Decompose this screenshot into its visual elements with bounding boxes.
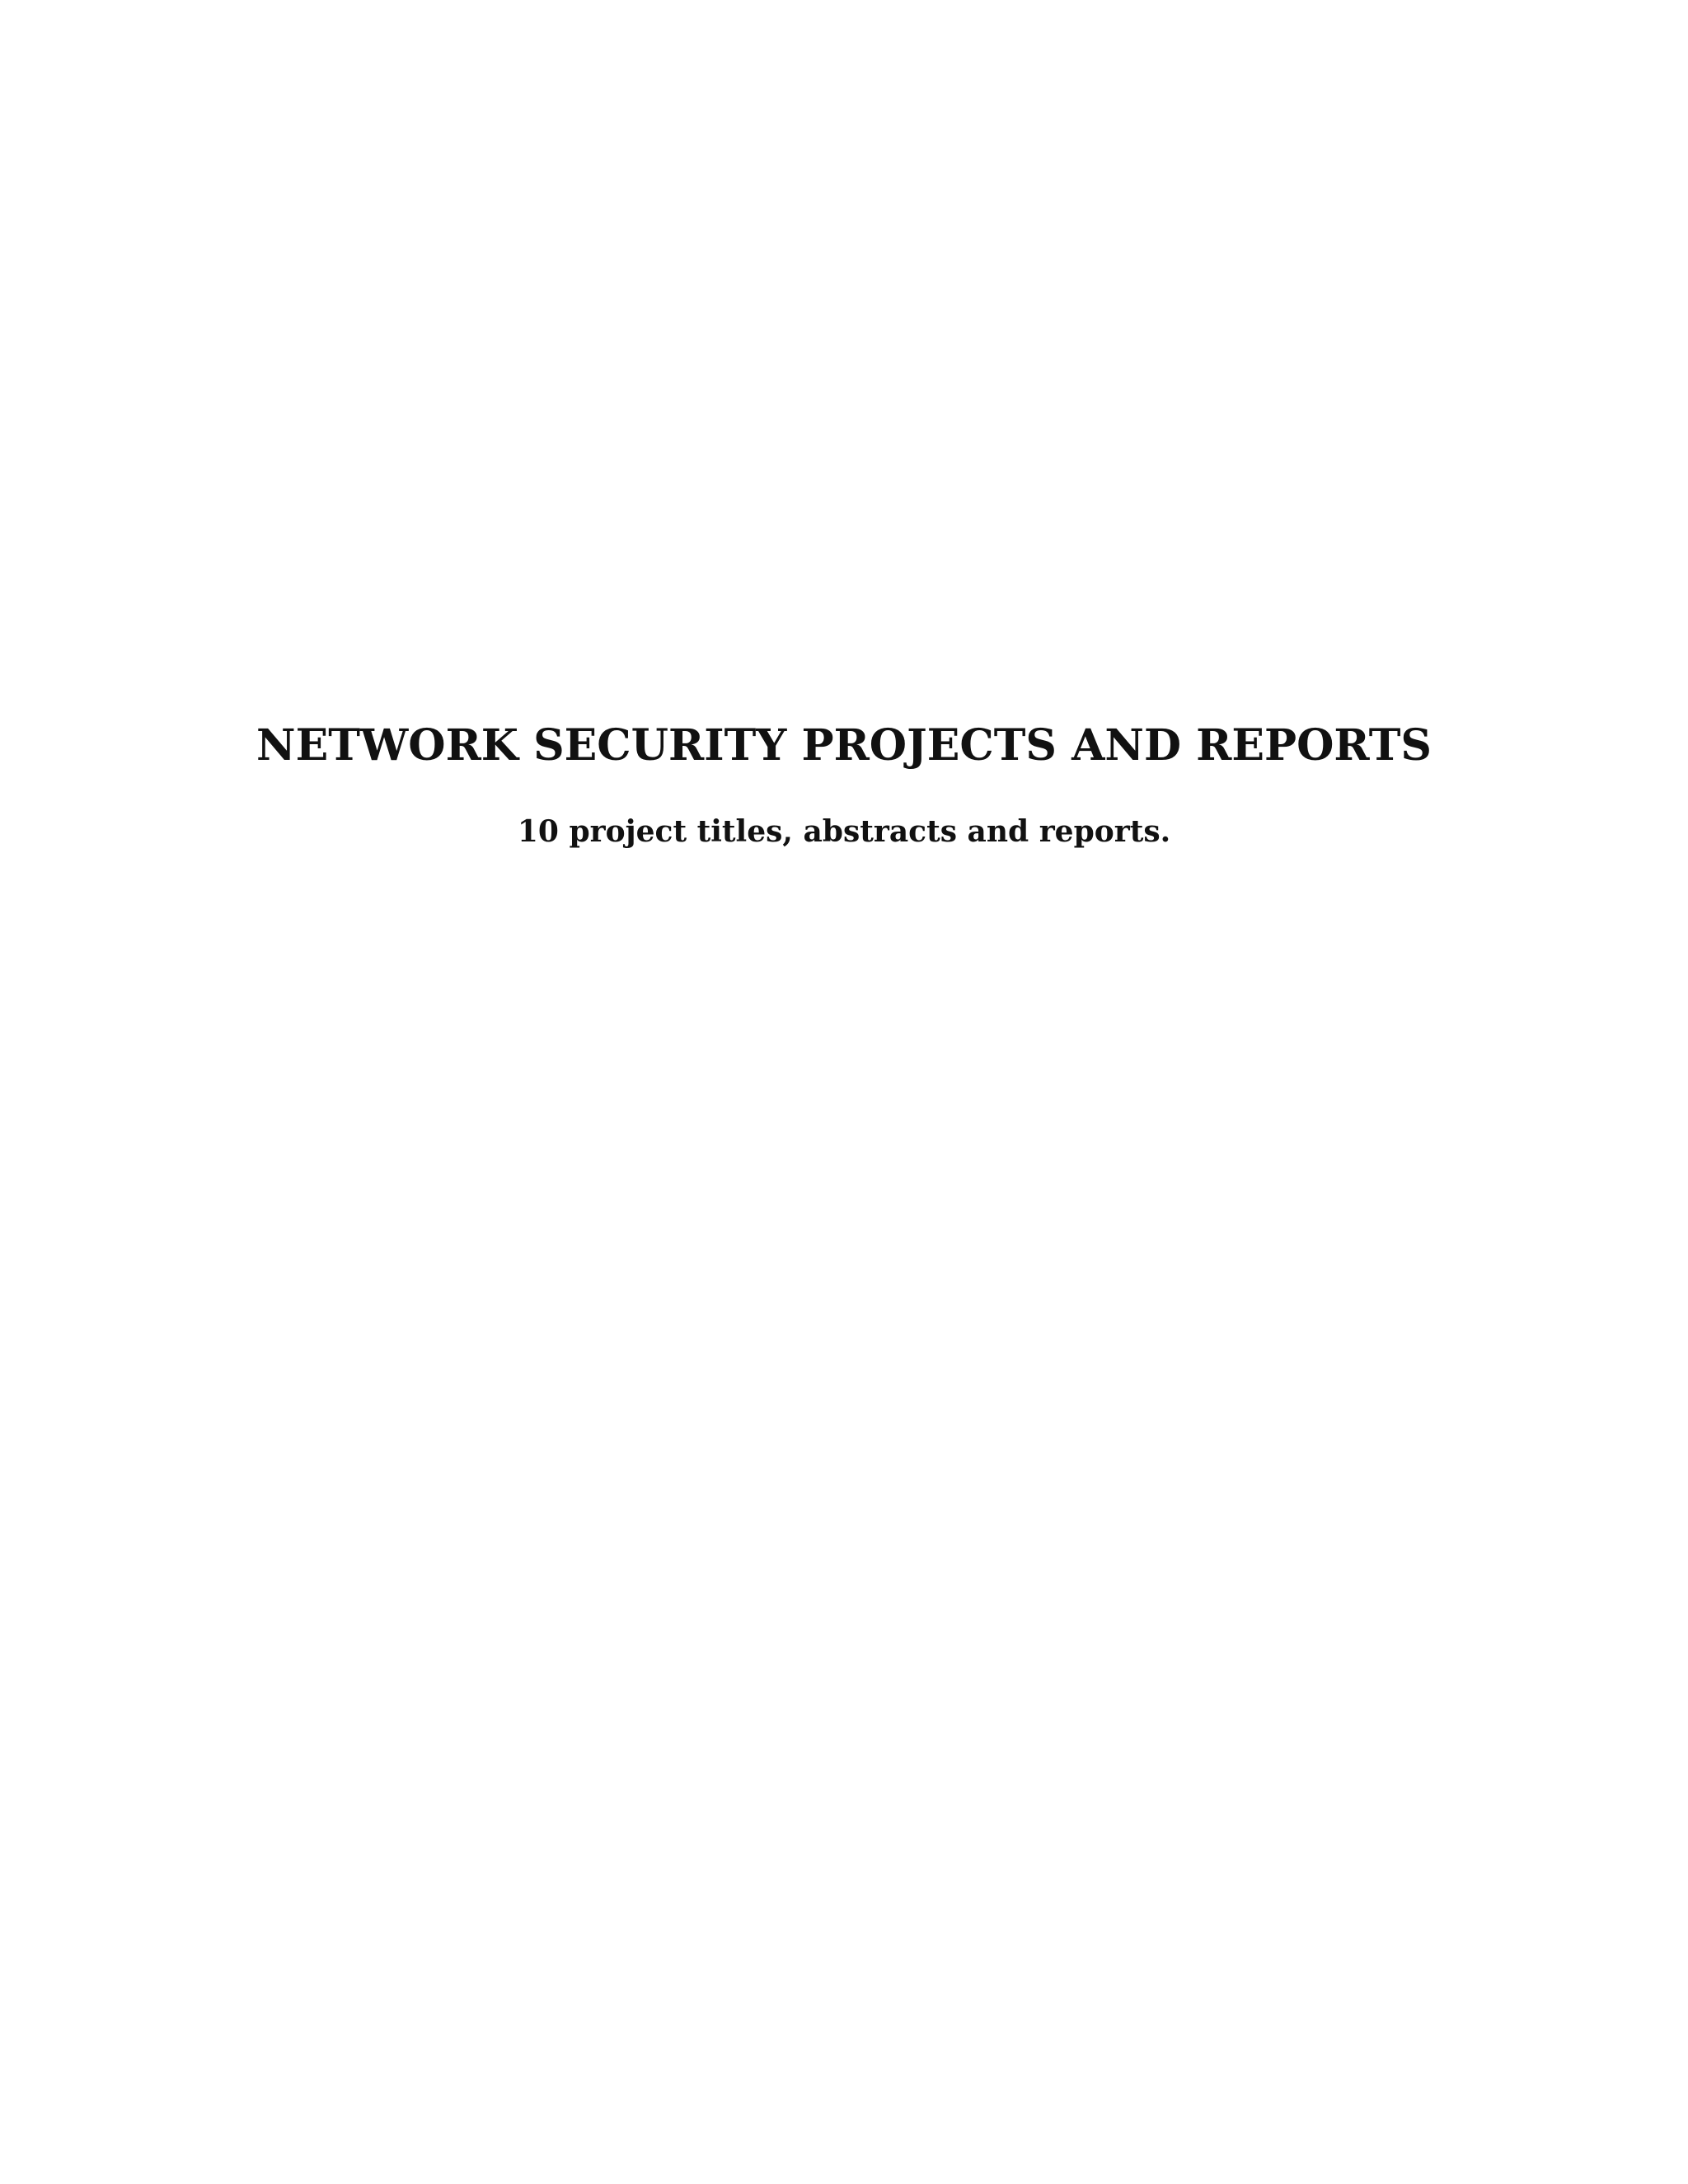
document-subtitle: 10 project titles, abstracts and reports. bbox=[517, 813, 1171, 849]
document-title: NETWORK SECURITY PROJECTS AND REPORTS bbox=[256, 719, 1432, 771]
